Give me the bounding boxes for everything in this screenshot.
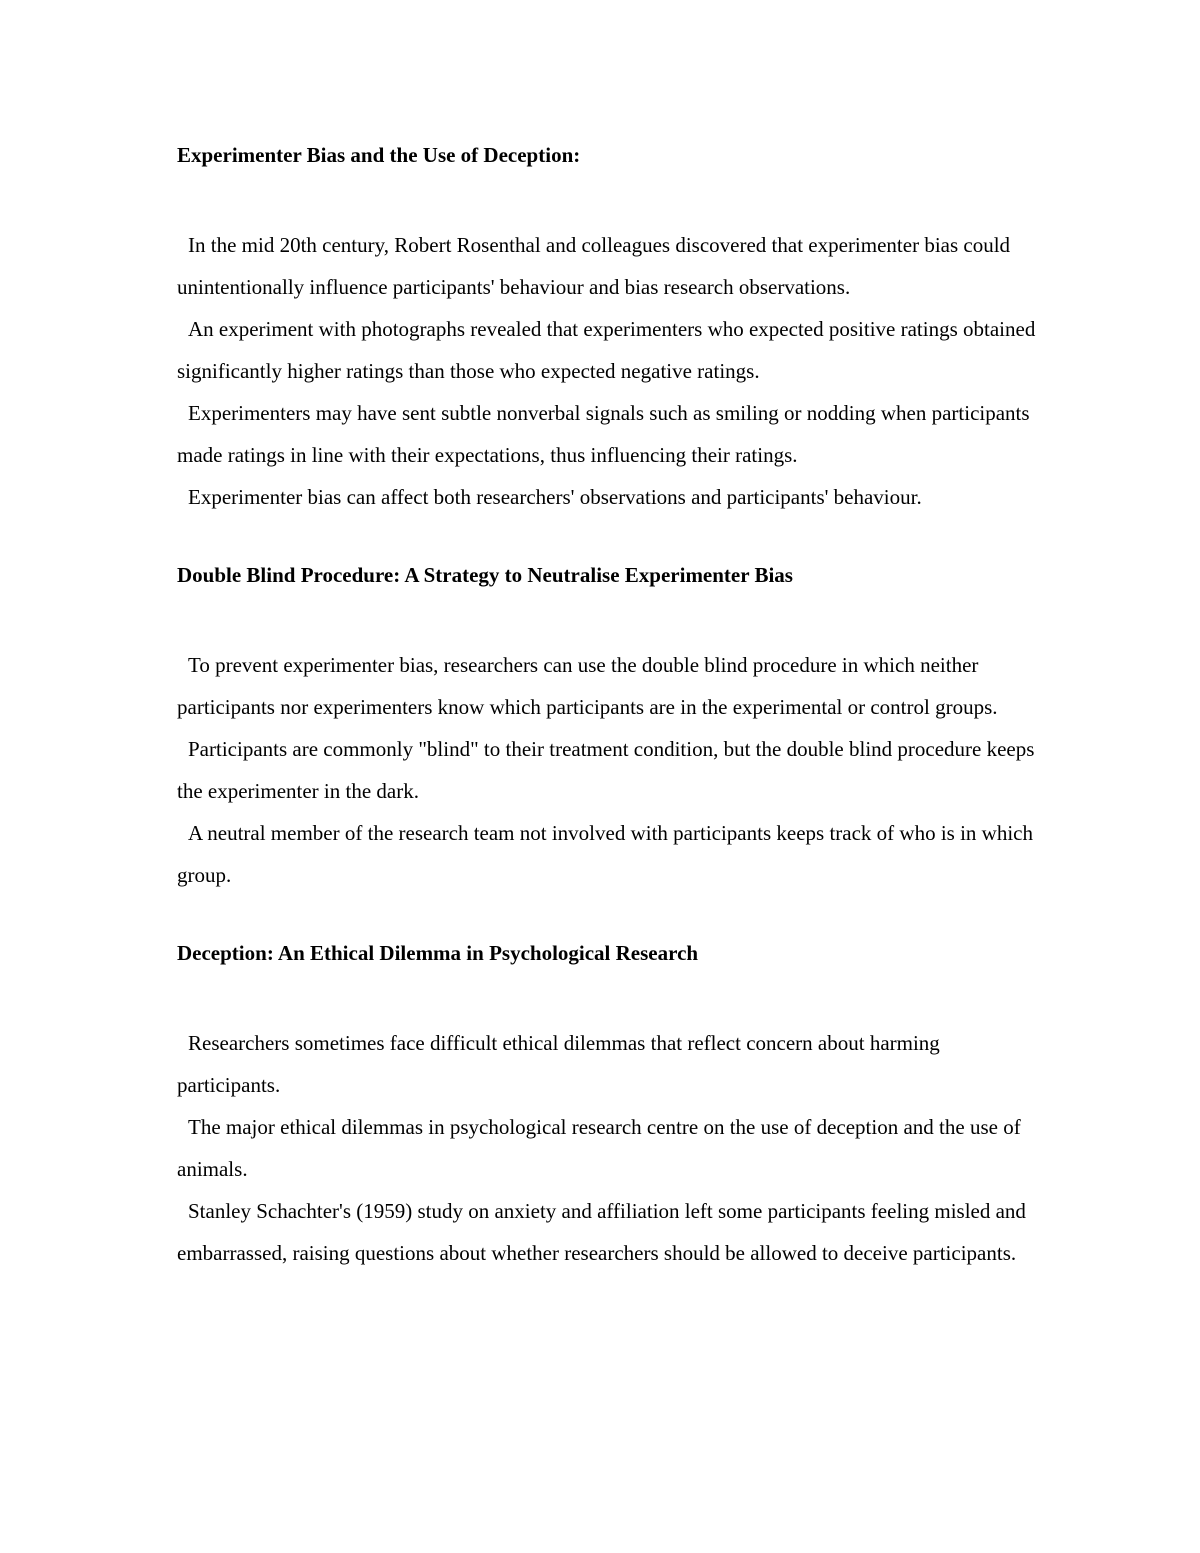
paragraph: A neutral member of the research team not involved with participants keeps track of who is in which group. — [177, 821, 1033, 887]
section-body — [177, 224, 1037, 518]
paragraph: To prevent experimenter bias, researchers can use the double blind procedure in which neither participants nor experimenters know which participants are in the experimental or control groups. — [177, 653, 998, 719]
paragraph: Experimenter bias can affect both researchers' observations and participants' behaviour. — [188, 485, 922, 509]
document-content — [177, 140, 1037, 1274]
paragraph: Researchers sometimes face difficult ethical dilemmas that reflect concern about harming participants. — [177, 1031, 940, 1097]
section-body — [177, 644, 1037, 896]
section-body — [177, 1022, 1037, 1274]
section-double-blind — [177, 560, 1037, 896]
paragraph: Stanley Schachter's (1959) study on anxiety and affiliation left some participants feeling misled and embarrassed, raising questions about whether researchers should be allowed to deceive participants. — [177, 1199, 1026, 1265]
section-heading: Experimenter Bias and the Use of Deception: — [177, 143, 581, 167]
paragraph: The major ethical dilemmas in psychological research centre on the use of deception and the use of animals. — [177, 1115, 1021, 1181]
section-heading: Double Blind Procedure: A Strategy to Neutralise Experimenter Bias — [177, 563, 793, 587]
section-heading: Deception: An Ethical Dilemma in Psychological Research — [177, 941, 699, 965]
paragraph: Experimenters may have sent subtle nonverbal signals such as smiling or nodding when participants made ratings in line with their expectations, thus influencing their ratings. — [177, 401, 1030, 467]
section-experimenter-bias — [177, 140, 1037, 518]
paragraph: An experiment with photographs revealed that experimenters who expected positive ratings obtained significantly higher ratings than those who expected negative ratings. — [177, 317, 1036, 383]
paragraph: In the mid 20th century, Robert Rosenthal and colleagues discovered that experimenter bias could unintentionally influence participants' behaviour and bias research observations. — [177, 233, 1011, 299]
section-deception — [177, 938, 1037, 1274]
paragraph: Participants are commonly "blind" to their treatment condition, but the double blind procedure keeps the experimenter in the dark. — [177, 737, 1035, 803]
